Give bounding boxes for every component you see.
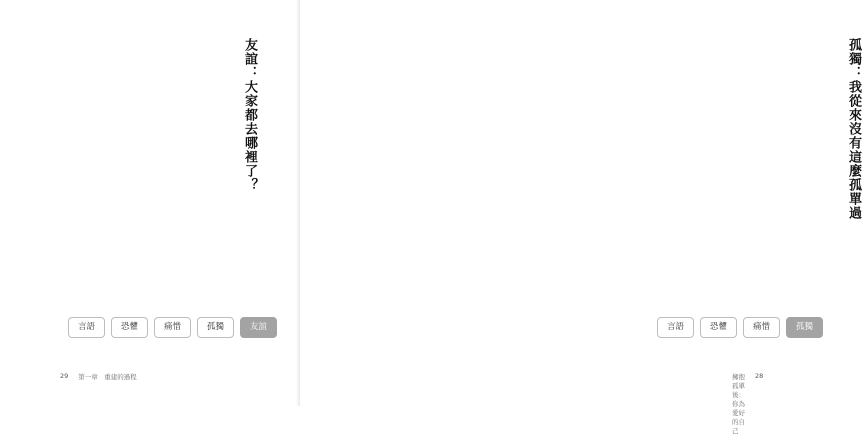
right-page-number: 28: [755, 372, 764, 380]
left-page: [0, 0, 300, 406]
left-footer: [60, 372, 137, 381]
tag-speech[interactable]: 言語: [657, 317, 694, 338]
tag-loneliness[interactable]: 孤獨: [786, 317, 823, 338]
tag-grief[interactable]: 痛惜: [743, 317, 780, 338]
left-body-text: [74, 40, 237, 288]
tag-fear[interactable]: 恐懼: [700, 317, 737, 338]
tag-fear[interactable]: 恐懼: [111, 317, 148, 338]
right-page: [300, 0, 861, 435]
tag-loneliness[interactable]: 孤獨: [197, 317, 234, 338]
left-chapter-title: 第一章 重建的過程: [78, 373, 137, 381]
right-running-title: 擁抱孤單後：你為愛好的自己: [732, 373, 745, 435]
left-section-heading: 友誼：大家都去哪裡了？: [242, 38, 257, 192]
left-tag-bar: [68, 317, 277, 338]
right-section-heading: 孤獨：我從來沒有這麼孤單過: [846, 38, 861, 220]
tag-grief[interactable]: 痛惜: [154, 317, 191, 338]
tag-friendship[interactable]: 友誼: [240, 317, 277, 338]
right-tag-bar: [657, 317, 823, 338]
right-footer: [732, 372, 763, 435]
left-page-number: 29: [60, 372, 69, 380]
tag-speech[interactable]: 言語: [68, 317, 105, 338]
right-body-text: [632, 40, 840, 288]
